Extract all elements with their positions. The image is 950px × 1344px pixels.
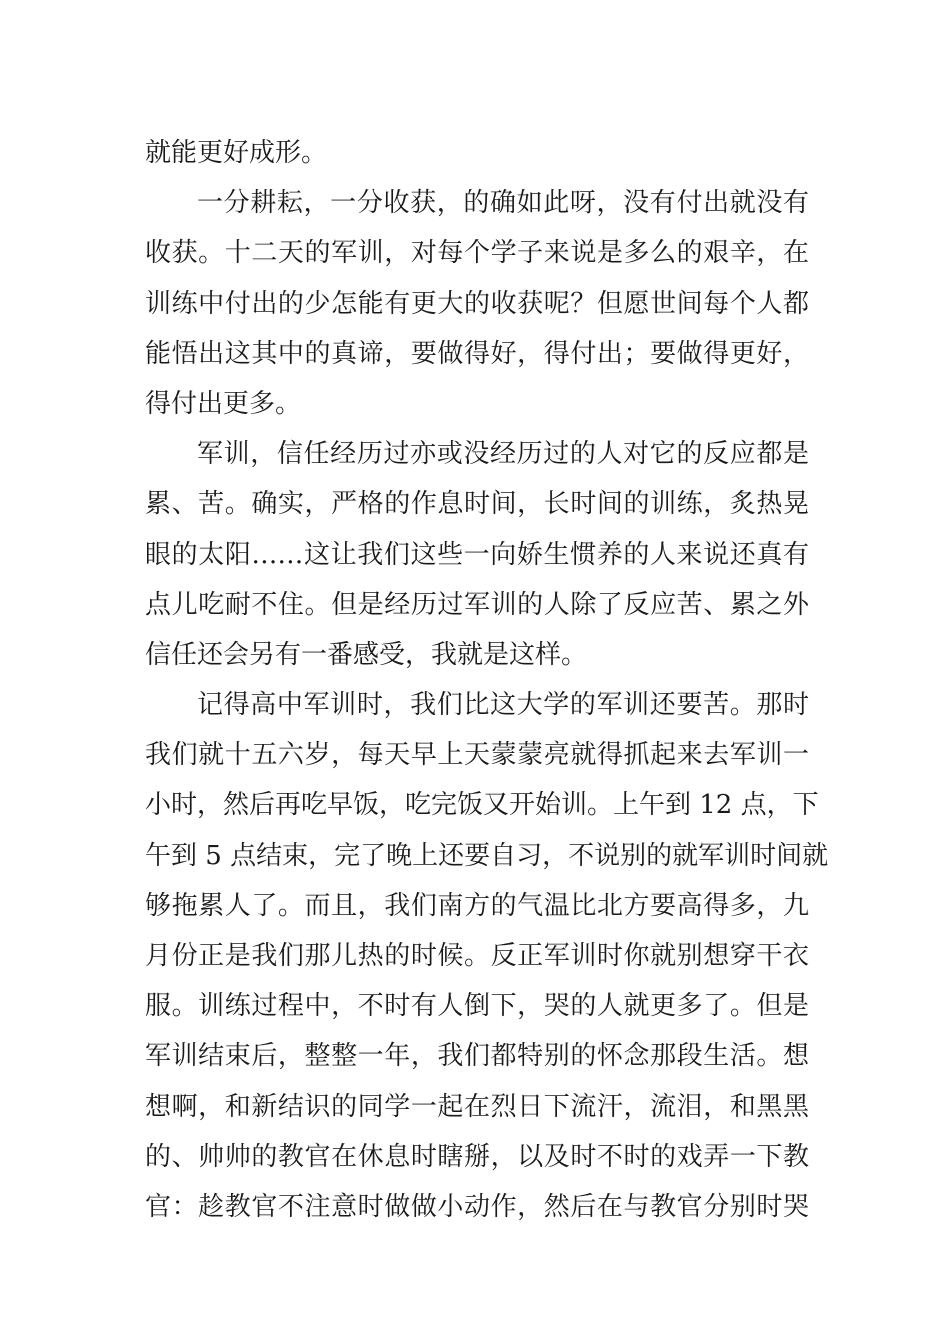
text-line: 收获。十二天的军训，对每个学子来说是多么的艰辛，在 [145,238,809,269]
text-line: 点儿吃耐不住。但是经历过军训的人除了反应苦、累之外 [145,589,809,620]
text-line: 一分耕耘，一分收获，的确如此呀，没有付出就没有 [197,188,809,219]
text-line: 军训结束后，整整一年，我们都特别的怀念那段生活。想 [145,1041,809,1072]
text-line: 我们就十五六岁，每天早上天蒙蒙亮就得抓起来去军训一 [145,740,809,771]
text-line: 眼的太阳……这让我们这些一向娇生惯养的人来说还真有 [145,539,809,570]
text-line: 的、帅帅的教官在休息时瞎掰，以及时不时的戏弄一下教 [145,1141,809,1172]
text-line: 月份正是我们那儿热的时候。反正军训时你就别想穿干衣 [145,941,809,971]
text-line: 能悟出这其中的真谛，要做得好，得付出；要做得更好， [145,338,809,369]
text-line: 够拖累人了。而且，我们南方的气温比北方要高得多，九 [145,890,809,921]
text-line: 服。训练过程中，不时有人倒下，哭的人就更多了。但是 [145,991,809,1022]
text-line: 官：趁教官不注意时做做小动作，然后在与教官分别时哭 [145,1191,809,1222]
text-line: 军训，信任经历过亦或没经历过的人对它的反应都是 [197,439,809,470]
text-line: 累、苦。确实，严格的作息时间，长时间的训练，炙热晃 [145,489,809,520]
text-line: 信任还会另有一番感受，我就是这样。 [145,639,588,670]
text-line: 得付出更多。 [145,388,302,419]
text-line: 记得高中军训时，我们比这大学的军训还要苦。那时 [197,690,809,721]
text-line: 小时，然后再吃早饭，吃完饭又开始训。上午到 12 点，下 [145,790,819,821]
text-line: 想啊，和新结识的同学一起在烈日下流汗，流泪，和黑黑 [145,1091,809,1122]
text-line: 就能更好成形。 [145,138,328,168]
text-line: 训练中付出的少怎能有更大的收获呢？但愿世间每个人都 [145,288,809,319]
text-line: 午到 5 点结束，完了晚上还要自习，不说别的就军训时间就 [145,840,829,871]
body-text [145,128,829,1232]
